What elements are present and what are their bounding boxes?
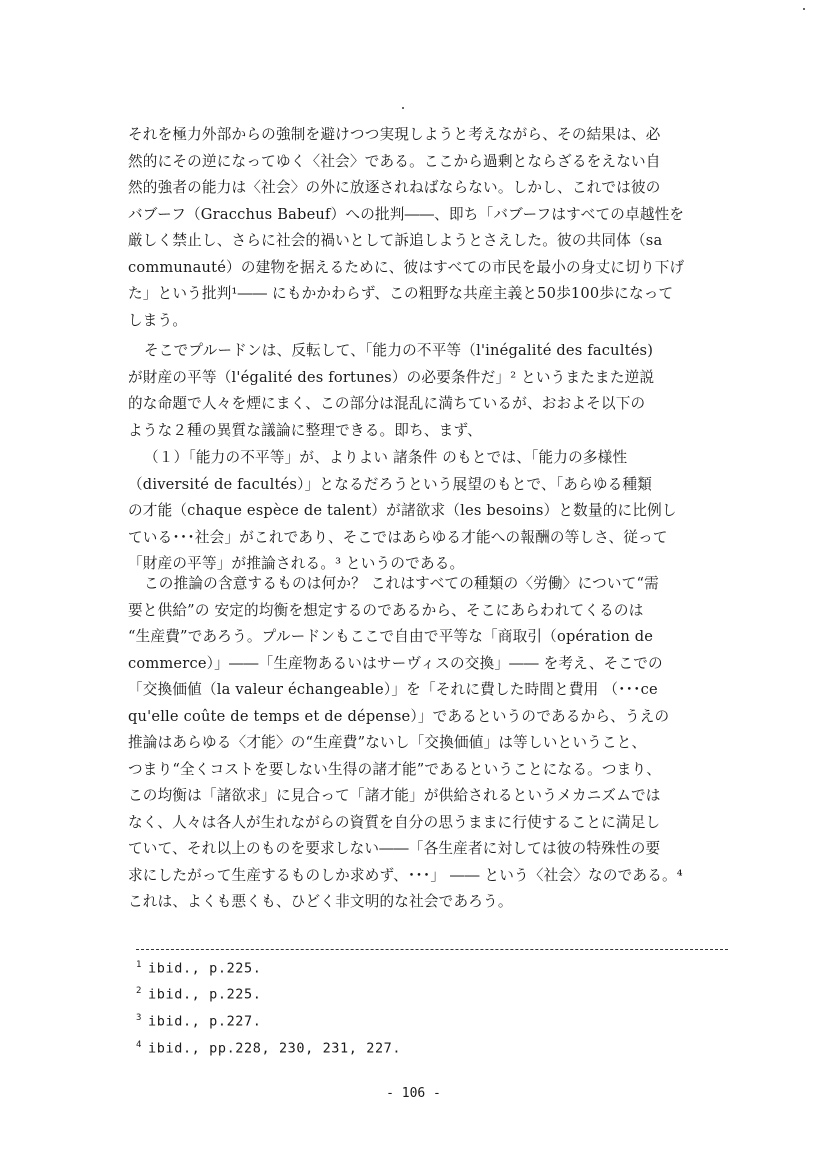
- text-line: この均衡は「諸欲求」に見合って「諸才能」が供給されるというメカニズムでは: [128, 787, 661, 804]
- footnote-2: [136, 986, 262, 1003]
- text-line: の才能（chaque espèce de talent）が諸欲求（les besoins）と数量的に比例し: [128, 502, 677, 519]
- footnote-text: ibid., p.225.: [148, 986, 262, 1003]
- paragraph-4: [128, 571, 730, 916]
- footnote-text: ibid., p.225.: [148, 960, 262, 977]
- text-line: 推論はあらゆる〈才能〉の“生産費”ないし「交換価値」は等しいということ、: [128, 734, 647, 751]
- text-line: これは、よくも悪くも、ひどく非文明的な社会であろう。: [128, 893, 513, 910]
- text-line: 然的にその逆になってゆく〈社会〉である。ここから過剰とならざるをえない自: [128, 152, 661, 170]
- text-line: “生産費”であろう。プルードンもここで自由で平等な「商取引（opération de: [128, 628, 654, 645]
- text-line: なく、人々は各人が生れながらの資質を自分の思うままに行使することに満足し: [128, 813, 661, 831]
- footnote-separator: [136, 949, 728, 950]
- scan-speck: [803, 8, 805, 10]
- text-line: qu'elle coûte de temps et de dépense）」であるというのであるから、うえの: [128, 707, 670, 725]
- text-line: ような２種の異質な議論に整理できる。即ち、まず、: [128, 421, 482, 439]
- text-line: 然的強者の能力は〈社会〉の外に放逐されねばならない。しかし、これでは彼の: [128, 179, 661, 196]
- text-line: ていて、それ以上のものを要求しない――「各生産者に対しては彼の特殊性の要: [128, 840, 661, 857]
- page-number: - 106 -: [386, 1086, 441, 1101]
- text-line: commerce）」――「生産物あるいはサーヴィスの交換」―― を考え、そこでの: [128, 654, 663, 672]
- text-line: が財産の平等（l'égalité des fortunes）の必要条件だ」² というまたまた逆説: [128, 368, 655, 386]
- text-line: 要と供給”の 安定的均衡を想定するのであるから、そこにあらわれてくるのは: [128, 601, 644, 619]
- text-line: ている･･･社会」がこれであり、そこではあらゆる才能への報酬の等しさ、従って: [128, 528, 668, 546]
- footnote-text: ibid., pp.228, 230, 231, 227.: [148, 1040, 402, 1057]
- text-line: 「交換価値（la valeur échangeable）」を「それに費した時間と費用 （･･･ce: [128, 681, 658, 698]
- text-line: 的な命題で人々を煙にまく、この部分は混乱に満ちているが、おおよそ以下の: [128, 395, 646, 412]
- text-line: （１）「能力の不平等」が、よりよい 諸条件 のもとでは、「能力の多様性: [144, 449, 628, 466]
- footnote-3: [136, 1013, 262, 1030]
- footnote-mark: 3: [136, 1013, 143, 1023]
- paragraph-2: [128, 338, 730, 444]
- text-line: しまう。: [128, 311, 188, 329]
- text-line: た」という批判¹―― にもかかわらず、この粗野な共産主義と50歩100歩になって: [128, 285, 674, 302]
- text-line: （diversité de facultés）」となるだろうという展望のもとで、「あらゆる種類: [128, 475, 653, 493]
- footnote-text: ibid., p.227.: [148, 1013, 262, 1030]
- text-line: つまり“全くコストを要しない生得の諸才能”であるということになる。つまり、: [128, 760, 662, 778]
- footnote-mark: 2: [136, 986, 143, 996]
- text-line: 求にしたがって生産するものしか求めず、･･･」 ―― という〈社会〉なのである。⁴: [128, 866, 683, 884]
- text-line: 厳しく禁止し、さらに社会的禍いとして訴追しようとさえした。彼の共同体（sa: [128, 232, 663, 249]
- footnote-mark: 4: [136, 1040, 143, 1050]
- text-line: communauté）の建物を据えるために、彼はすべての市民を最小の身丈に切り下げ: [128, 258, 685, 276]
- footnote-1: [136, 960, 262, 977]
- footnote-4: [136, 1040, 401, 1057]
- text-line: そこでプルードンは、反転して、「能力の不平等（l'inégalité des facultés): [144, 342, 654, 359]
- text-line: この推論の含意するものは何か？ これはすべての種類の〈労働〉について“需: [144, 575, 659, 592]
- footnote-mark: 1: [136, 960, 143, 970]
- text-line: バブーフ（Gracchus Babeuf）への批判――、即ち「バブーフはすべての卓越性を: [128, 205, 685, 223]
- text-line: 「財産の平等」が推論される。³ というのである。: [128, 555, 465, 572]
- text-line: それを極力外部からの強制を避けつつ実現しようと考えながら、その結果は、必: [128, 126, 661, 143]
- paragraph-3: [128, 445, 730, 578]
- scan-speck: [402, 107, 404, 109]
- paragraph-1: [128, 122, 730, 334]
